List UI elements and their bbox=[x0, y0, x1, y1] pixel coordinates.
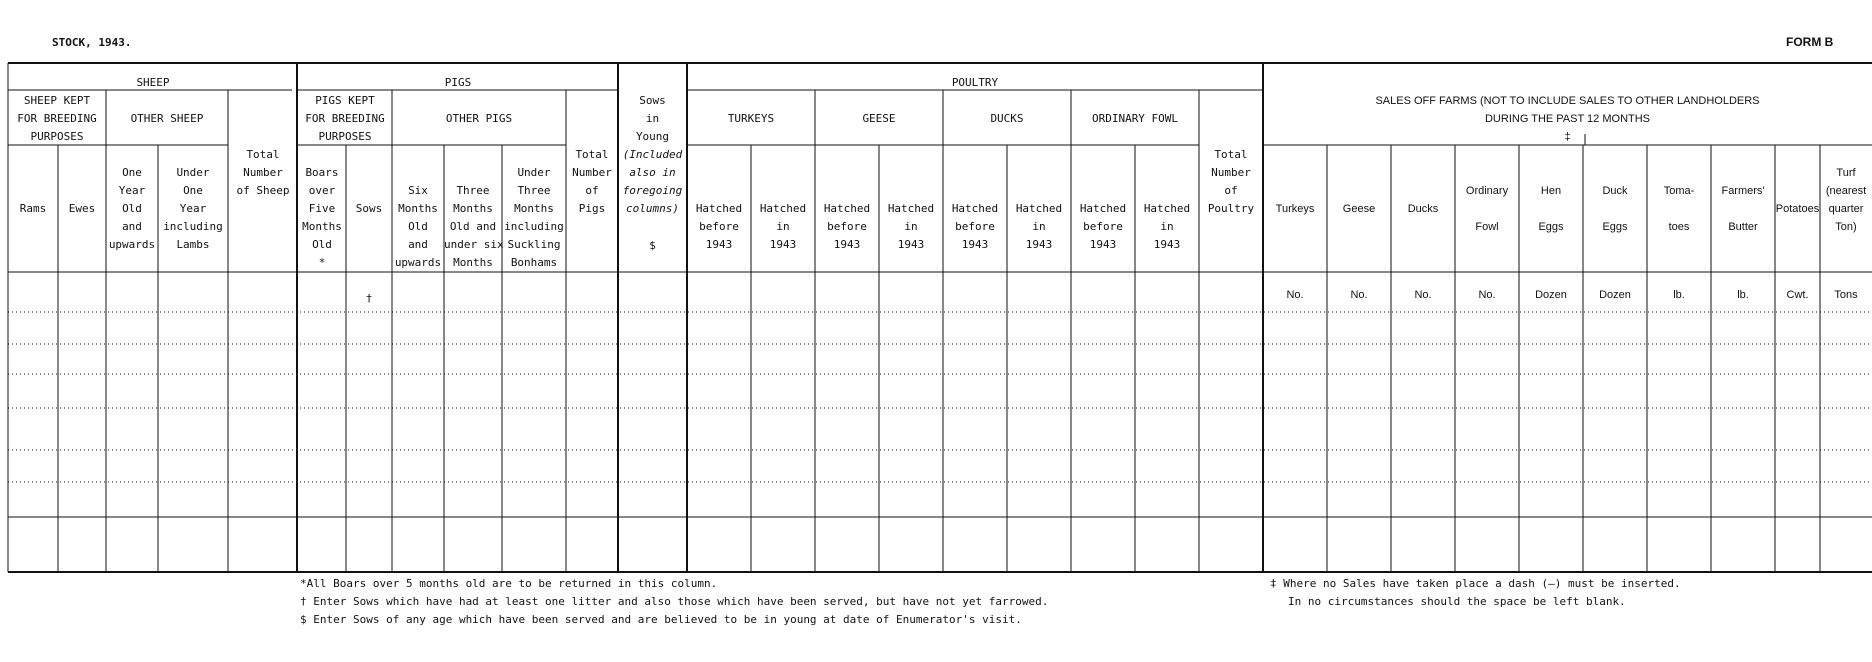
unit-duck-eggs: Dozen bbox=[1599, 289, 1631, 301]
group-poultry: POULTRY bbox=[951, 76, 999, 89]
col-sows-in-young: Sows in Young bbox=[635, 94, 670, 143]
col-under-three: Under Three Months including Suckling Bonhams bbox=[504, 166, 564, 269]
col-one-year: One Year Old and upwards bbox=[108, 166, 156, 251]
subgroup-other-pigs: OTHER PIGS bbox=[445, 112, 513, 125]
subgroup-pigs-breeding: PIGS KEPT FOR BREEDING PURPOSES bbox=[305, 94, 385, 143]
col-sales-potatoes: Potatoes bbox=[1775, 203, 1820, 215]
col-geese-before: Hatched before 1943 bbox=[823, 202, 871, 251]
group-pigs: PIGS bbox=[444, 76, 472, 89]
group-sales: SALES OFF FARMS (NOT TO INCLUDE SALES TO OTHER LANDHOLDERS DURING THE PAST 12 MONTHS ‡ bbox=[1375, 95, 1760, 143]
unit-fowl: No. bbox=[1478, 289, 1496, 301]
col-six-months: Six Months Old and upwards bbox=[394, 184, 442, 269]
col-fowl-in: Hatched in 1943 bbox=[1143, 202, 1191, 251]
unit-ducks: No. bbox=[1414, 289, 1432, 301]
col-sales-turf: Turf (nearest quarter Ton) bbox=[1825, 167, 1867, 233]
col-sows: Sows † bbox=[355, 202, 383, 305]
footnote-sales-dash: ‡ Where no Sales have taken place a dash (—) must be inserted. bbox=[1270, 577, 1681, 590]
form-label: FORM B bbox=[1786, 35, 1834, 49]
col-ducks-in: Hatched in 1943 bbox=[1015, 202, 1063, 251]
form-title: STOCK, 1943. bbox=[52, 36, 132, 49]
subgroup-sheep-breeding: SHEEP KEPT FOR BREEDING PURPOSES bbox=[17, 94, 97, 143]
col-total-pigs: Total Number of Pigs bbox=[572, 148, 612, 215]
unit-tomatoes: lb. bbox=[1673, 289, 1685, 301]
col-sales-fowl: Ordinary Fowl bbox=[1465, 185, 1509, 233]
footnote-young: $ Enter Sows of any age which have been served and are believed to be in young at date of Enumerator's visit. bbox=[300, 613, 1022, 626]
col-three-months: Three Months Old and under six Months bbox=[444, 184, 504, 269]
unit-hen-eggs: Dozen bbox=[1535, 289, 1567, 301]
unit-turf: Tons bbox=[1834, 289, 1858, 301]
col-turkeys-before: Hatched before 1943 bbox=[695, 202, 743, 251]
group-sheep: SHEEP bbox=[136, 76, 170, 89]
col-sows-in-young-mark: $ bbox=[649, 239, 656, 252]
unit-butter: lb. bbox=[1737, 289, 1749, 301]
col-total-poultry: Total Number of Poultry bbox=[1207, 148, 1255, 215]
col-sales-geese: Geese bbox=[1342, 203, 1376, 215]
col-sales-duck-eggs: Duck Eggs bbox=[1602, 185, 1628, 233]
col-sales-turkeys: Turkeys bbox=[1275, 203, 1315, 215]
col-ducks-before: Hatched before 1943 bbox=[951, 202, 999, 251]
col-fowl-before: Hatched before 1943 bbox=[1079, 202, 1127, 251]
footnote-sales-blank: In no circumstances should the space be left blank. bbox=[1288, 595, 1626, 608]
subgroup-turkeys: TURKEYS bbox=[727, 112, 775, 125]
col-sales-ducks: Ducks bbox=[1407, 203, 1439, 215]
subgroup-geese: GEESE bbox=[862, 112, 896, 125]
unit-geese: No. bbox=[1350, 289, 1368, 301]
col-boars: Boars over Five Months Old * bbox=[302, 166, 342, 269]
footnote-boars: *All Boars over 5 months old are to be returned in this column. bbox=[300, 577, 718, 590]
col-sales-butter: Farmers' Butter bbox=[1721, 185, 1765, 233]
col-total-sheep: Total Number of Sheep bbox=[236, 148, 290, 197]
col-under-one-year: Under One Year including Lambs bbox=[163, 166, 223, 251]
subgroup-other-sheep: OTHER SHEEP bbox=[130, 112, 204, 125]
col-ewes: Ewes bbox=[68, 202, 96, 215]
col-sales-tomatoes: Toma- toes bbox=[1663, 185, 1695, 233]
subgroup-ducks: DUCKS bbox=[990, 112, 1024, 125]
col-sales-hen-eggs: Hen Eggs bbox=[1538, 185, 1564, 233]
subgroup-ordinary-fowl: ORDINARY FOWL bbox=[1091, 112, 1179, 125]
col-rams: Rams bbox=[19, 202, 47, 215]
col-geese-in: Hatched in 1943 bbox=[887, 202, 935, 251]
unit-turkeys: No. bbox=[1286, 289, 1304, 301]
footnote-sows: † Enter Sows which have had at least one litter and also those which have been served, but have not yet farrowed. bbox=[300, 595, 1049, 608]
unit-potatoes: Cwt. bbox=[1786, 289, 1809, 301]
col-turkeys-in: Hatched in 1943 bbox=[759, 202, 807, 251]
col-sows-in-young-note: (Included also in foregoing columns) bbox=[622, 148, 683, 215]
